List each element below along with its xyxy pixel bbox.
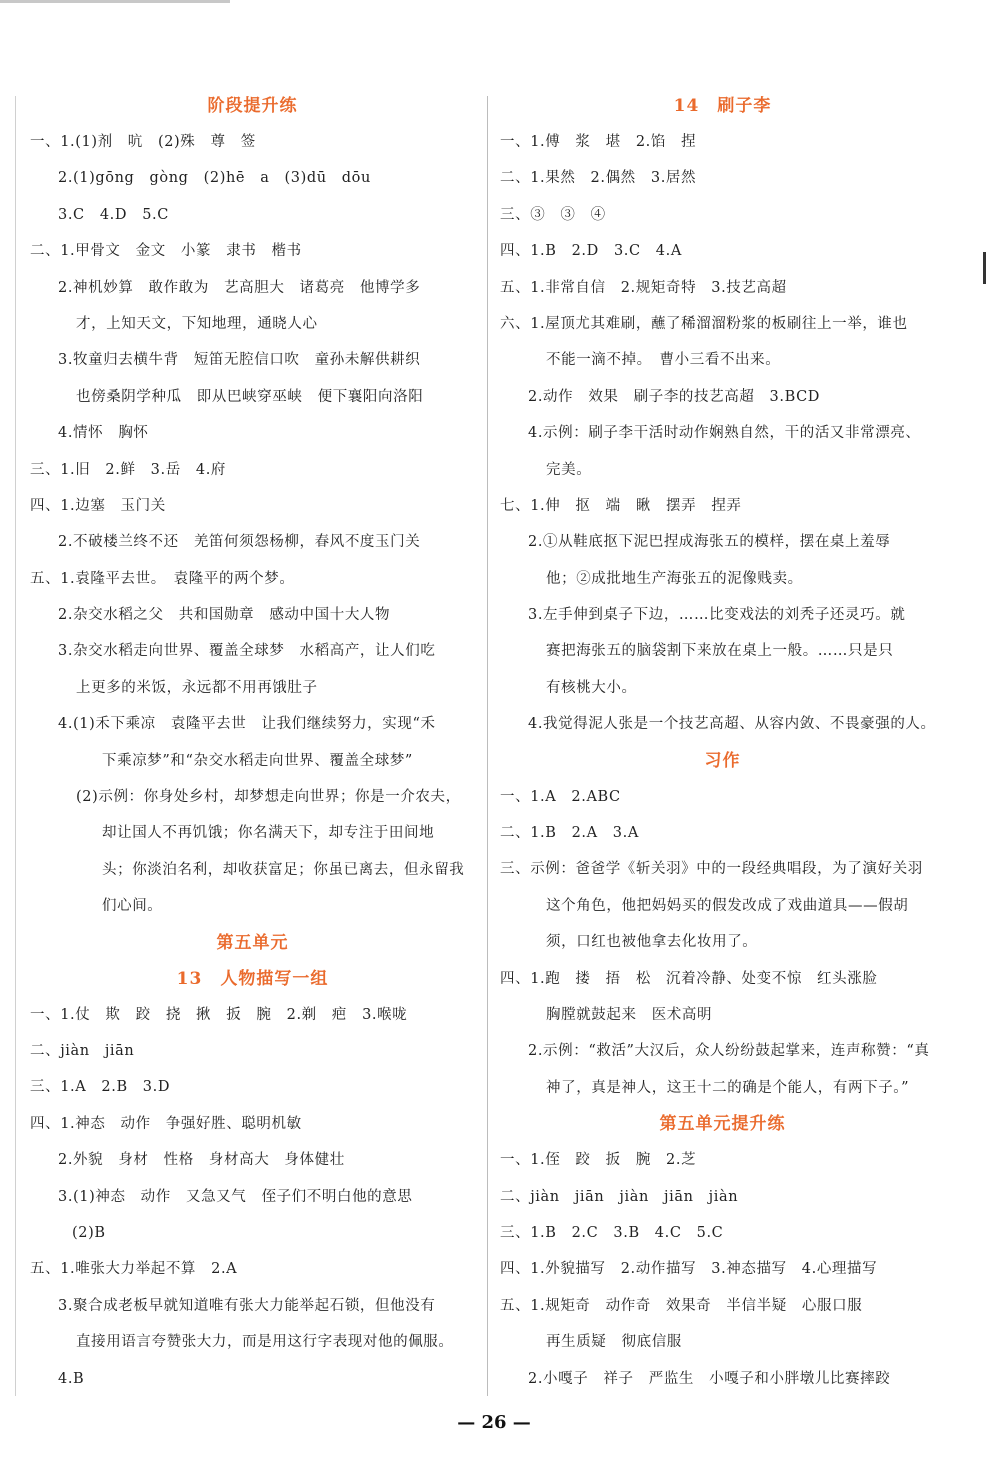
- answer-line: 四、1.外貌描写 2.动作描写 3.神态描写 4.心理描写: [500, 1261, 878, 1278]
- answer-line: 不能一滴不掉。 曹小三看不出来。: [546, 352, 781, 369]
- answer-line: 3.左手伸到桌子下边，……比变戏法的刘秃子还灵巧。就: [528, 607, 906, 624]
- answer-line: 四、1.边塞 玉门关: [30, 497, 166, 514]
- section-title: 14 刷子李: [673, 96, 772, 116]
- column-divider: [487, 96, 488, 1396]
- section-title: 第五单元提升练: [659, 1114, 786, 1135]
- right-column: [500, 88, 945, 1397]
- top-rule: [0, 0, 230, 3]
- section-title: 第五单元: [216, 932, 289, 953]
- answer-line: 一、1.傅 浆 堪 2.馅 捏: [500, 134, 697, 150]
- answer-line: 七、1.伸 抠 端 瞅 摆弄 捏弄: [500, 497, 742, 514]
- answer-line: 赛把海张五的脑袋割下来放在桌上一般。……只是只: [546, 643, 894, 660]
- answer-line: 3.(1)神态 动作 又急又气 侄子们不明白他的意思: [58, 1188, 413, 1205]
- answer-line: 有核桃大小。: [546, 679, 637, 696]
- answer-line: 三、示例：爸爸学《斩关羽》中的一段经典唱段，为了演好关羽: [500, 861, 923, 878]
- answer-line: (2)示例：你身处乡村，却梦想走向世界；你是一介农夫，: [76, 789, 461, 806]
- answer-line: 五、1.袁隆平去世。 袁隆平的两个梦。: [30, 570, 295, 587]
- answer-line: 二、jiàn jiān: [30, 1042, 135, 1059]
- answer-line: 五、1.规矩奇 动作奇 效果奇 半信半疑 心服口服: [500, 1297, 863, 1314]
- answer-line: 须，口红也被他拿去化妆用了。: [546, 934, 758, 951]
- answer-line: 2.小嘎子 祥子 严监生 小嘎子和小胖墩儿比赛摔跤: [528, 1370, 891, 1387]
- answer-line: (2)B: [72, 1224, 106, 1241]
- answer-line: 2.神机妙算 敢作敢为 艺高胆大 诸葛亮 他博学多: [58, 279, 421, 296]
- answer-line: 3.杂交水稻走向世界、覆盖全球梦 水稻高产，让人们吃: [58, 643, 436, 660]
- answer-line: 上更多的米饭，永远都不用再饿肚子: [76, 679, 318, 696]
- answer-line: 4.示例：刷子李干活时动作娴熟自然，干的活又非常漂亮、: [528, 425, 921, 442]
- answer-line: 3.牧童归去横牛背 短笛无腔信口吹 童孙未解供耕织: [58, 352, 421, 369]
- answer-line: 2.不破楼兰终不还 羌笛何须怨杨柳，春风不度玉门关: [58, 534, 421, 551]
- answer-line: 一、1.A 2.ABC: [500, 788, 621, 805]
- answer-line: 四、1.跑 搂 捂 松 沉着冷静、处变不惊 红头涨脸: [500, 970, 878, 987]
- answer-line: 六、1.屋顶尤其难刷，蘸了稀溜溜粉浆的板刷往上一举，谁也: [500, 315, 908, 332]
- left-margin-rule: [15, 96, 16, 1396]
- answer-line: 们心间。: [102, 898, 163, 915]
- answer-line: 一、1.(1)剂 吭 (2)殊 尊 签: [30, 134, 256, 150]
- answer-line: 二、1.果然 2.偶然 3.居然: [500, 170, 697, 187]
- answer-line: 四、1.B 2.D 3.C 4.A: [500, 243, 682, 260]
- answer-line: 4.(1)禾下乘凉 袁隆平去世 让我们继续努力，实现“禾: [58, 716, 436, 733]
- answer-line: 三、③ ③ ④: [500, 206, 606, 223]
- answer-line: 直接用语言夸赞张大力，而是用这行字表现对他的佩服。: [76, 1334, 454, 1351]
- answer-line: 他；②成批地生产海张五的泥像贱卖。: [546, 570, 803, 587]
- answer-line: 五、1.唯张大力举起不算 2.A: [30, 1261, 238, 1278]
- answer-line: 2.杂交水稻之父 共和国勋章 感动中国十大人物: [58, 607, 391, 624]
- answer-line: 头；你淡泊名利，却收获富足；你虽已离去，但永留我: [102, 861, 465, 878]
- answer-line: 4.我觉得泥人张是一个技艺高超、从容内敛、不畏豪强的人。: [528, 716, 936, 733]
- answer-line: 2.外貌 身材 性格 身材高大 身体健壮: [58, 1152, 345, 1169]
- answer-line: 2.动作 效果 刷子李的技艺高超 3.BCD: [528, 388, 821, 405]
- answer-line: 下乘凉梦”和“杂交水稻走向世界、覆盖全球梦”: [102, 752, 413, 769]
- answer-line: 2.示例：“救活”大汉后，众人纷纷鼓起掌来，连声称赞：“真: [528, 1043, 930, 1060]
- answer-line: 四、1.神态 动作 争强好胜、聪明机敏: [30, 1115, 302, 1132]
- answer-line: 完美。: [546, 461, 592, 478]
- answer-line: 二、1.B 2.A 3.A: [500, 825, 639, 842]
- answer-line: 五、1.非常自信 2.规矩奇特 3.技艺高超: [500, 279, 787, 296]
- answer-line: 胸膛就鼓起来 医术高明: [546, 1006, 713, 1023]
- answer-line: 三、1.旧 2.鲜 3.岳 4.府: [30, 461, 227, 478]
- answer-line: 一、1.侄 跤 扳 腕 2.芝: [500, 1152, 697, 1169]
- answer-line: 三、1.B 2.C 3.B 4.C 5.C: [500, 1224, 724, 1241]
- answer-line: 二、1.甲骨文 金文 小篆 隶书 楷书: [30, 243, 302, 260]
- answer-line: 才，上知天文，下知地理，通晓人心: [76, 315, 318, 332]
- section-title: 13 人物描写一组: [176, 968, 329, 989]
- page-edge-mark: [983, 252, 986, 284]
- answer-line: 再生质疑 彻底信服: [546, 1334, 682, 1351]
- answer-line: 3.C 4.D 5.C: [58, 206, 169, 223]
- section-title: 阶段提升练: [207, 96, 298, 116]
- left-column: [30, 88, 475, 1397]
- page-number: — 26 —: [457, 1412, 531, 1433]
- answer-line: 三、1.A 2.B 3.D: [30, 1079, 171, 1096]
- answer-line: 却让国人不再饥饿；你名满天下，却专注于田间地: [102, 825, 435, 842]
- answer-line: 2.①从鞋底抠下泥巴捏成海张五的模样，摆在桌上羞辱: [528, 534, 891, 551]
- answer-line: 也傍桑阴学种瓜 即从巴峡穿巫峡 便下襄阳向洛阳: [76, 388, 424, 405]
- answer-line: 一、1.仗 欺 跤 挠 揪 扳 腕 2.剃 疤 3.喉咙: [30, 1006, 408, 1023]
- answer-line: 4.B: [58, 1370, 85, 1387]
- answer-line: 二、jiàn jiān jiàn jiān jiàn: [500, 1188, 739, 1205]
- answer-line: 神了，真是神人，这王十二的确是个能人，有两下子。”: [546, 1079, 910, 1096]
- answer-line: 这个角色，他把妈妈买的假发改成了戏曲道具——假胡: [546, 897, 909, 914]
- section-title: 习作: [704, 750, 741, 771]
- answer-line: 4.情怀 胸怀: [58, 425, 149, 442]
- answer-line: 3.聚合成老板早就知道唯有张大力能举起石锁，但他没有: [58, 1297, 436, 1314]
- answer-line: 2.(1)gōng gòng (2)hē a (3)dū dōu: [58, 170, 371, 187]
